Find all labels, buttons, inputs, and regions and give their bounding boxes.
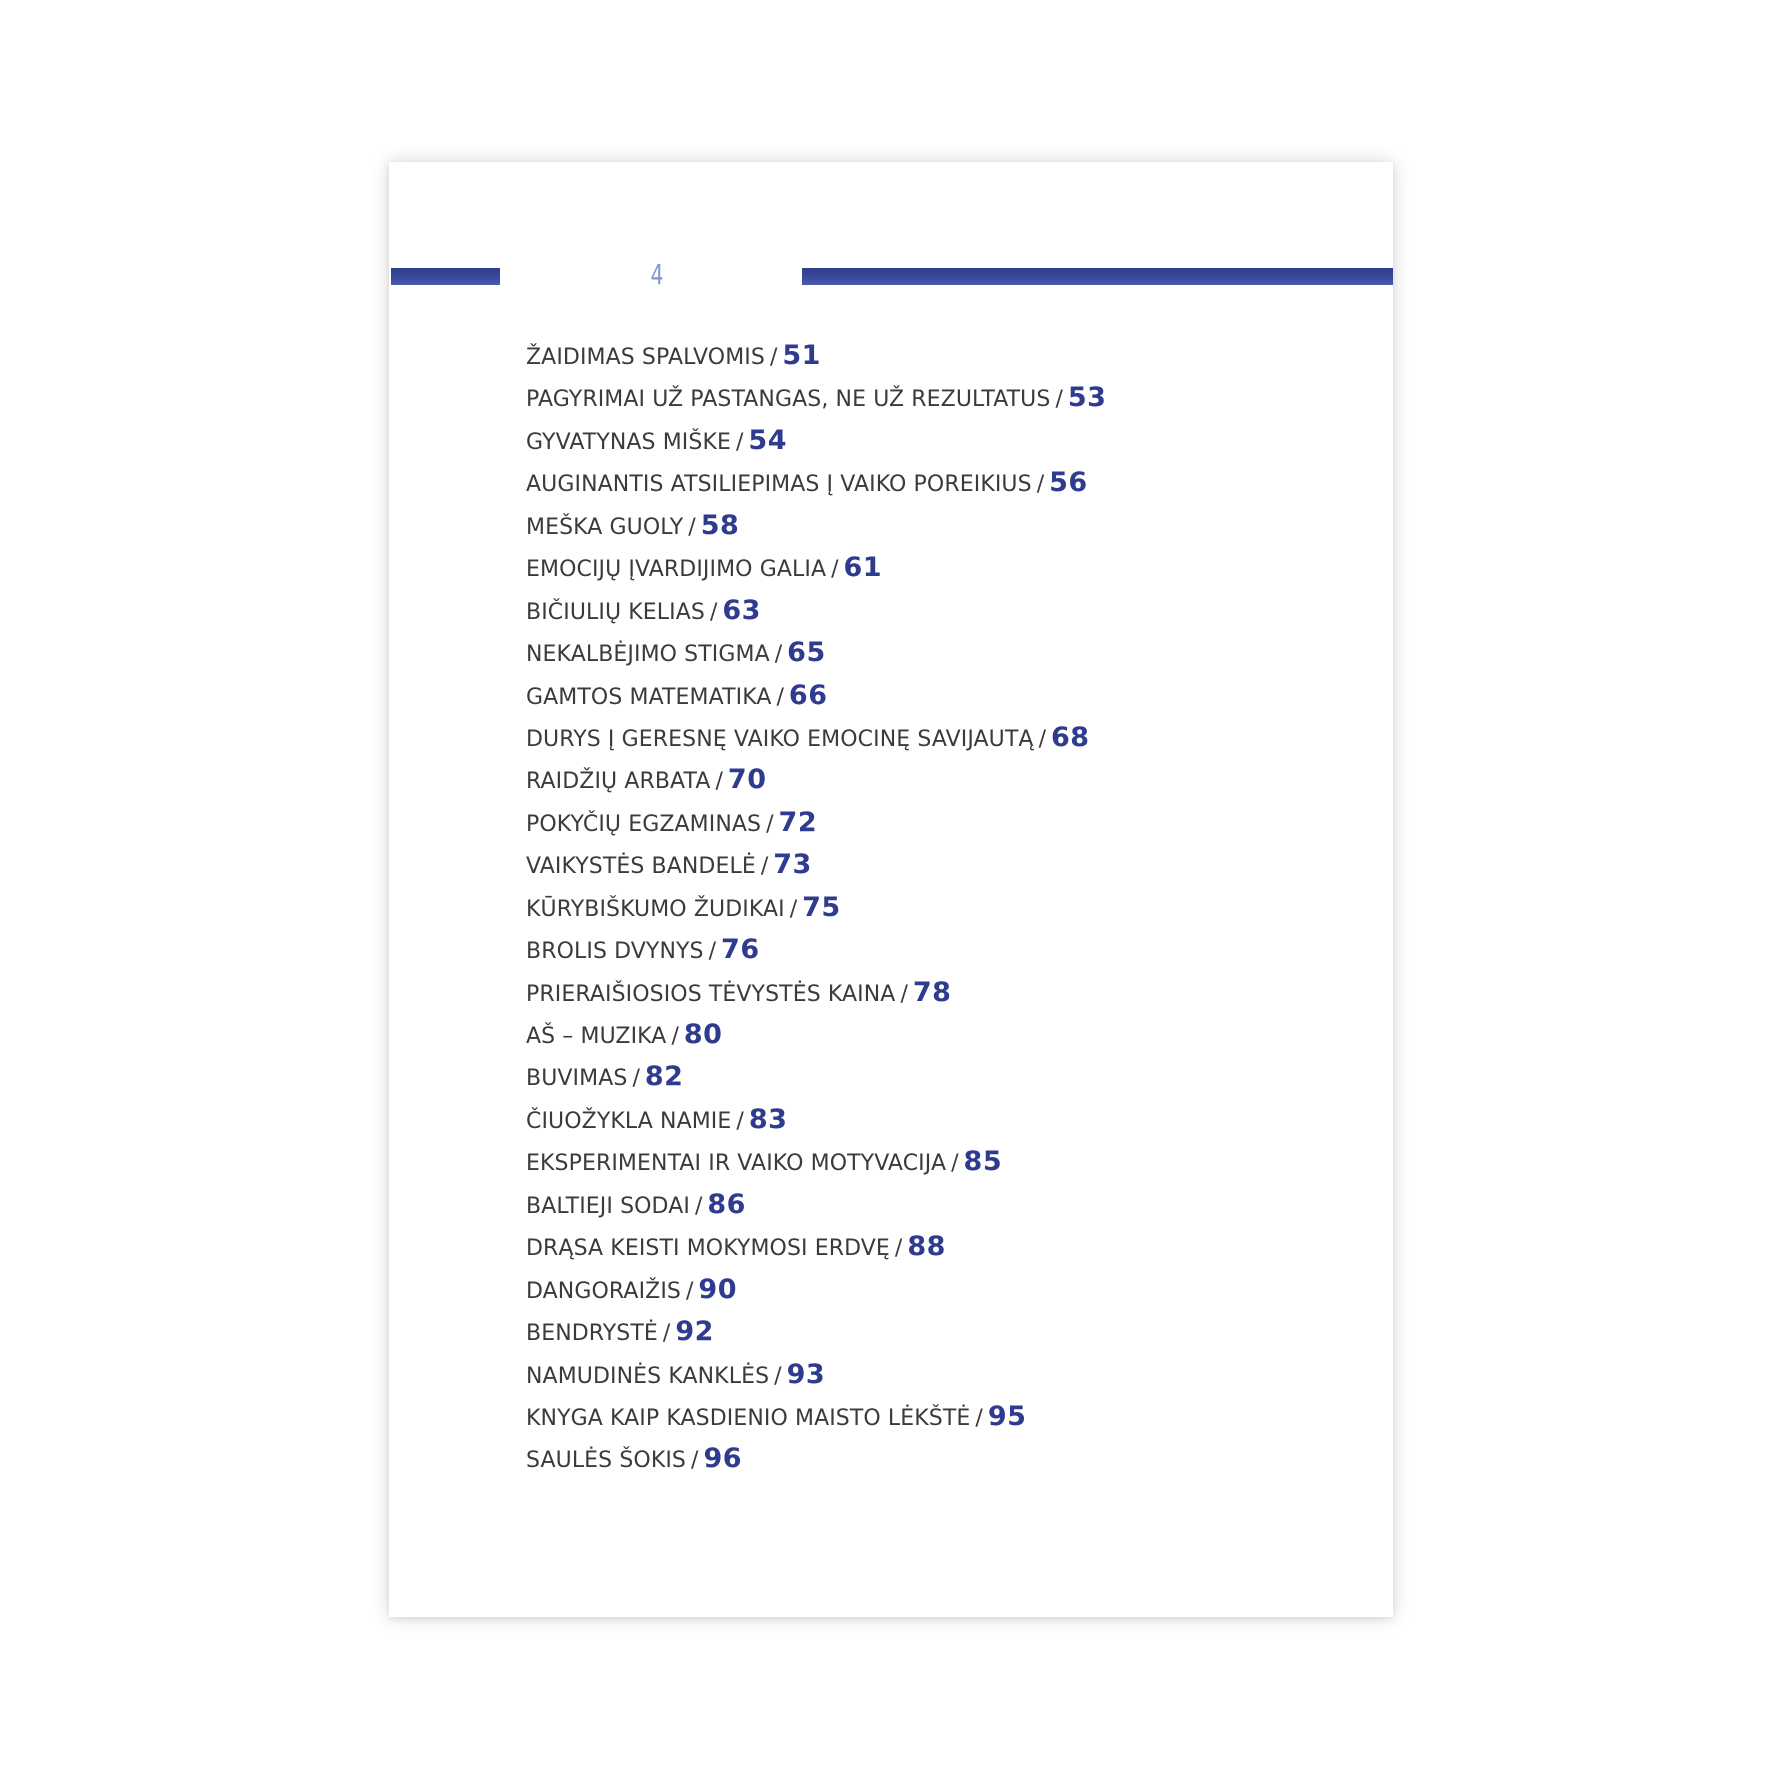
toc-entry [526,972,1106,1014]
toc-entry-page-number: 73 [773,849,812,881]
toc-entry [526,632,1106,674]
toc-entry [526,547,1106,589]
toc-entry [526,377,1106,419]
toc-entry-title: AŠ – MUZIKA [526,1024,667,1049]
toc-entry-page-number: 80 [683,1019,723,1050]
toc-entry-title: BUVIMAS [526,1066,628,1092]
toc-entry-page-number: 65 [787,637,826,669]
toc-entry-separator: / [1036,472,1045,498]
toc-entry [526,1396,1106,1438]
table-of-contents [526,335,1106,1481]
header-bar-right [802,268,1393,285]
toc-entry-title: GYVATYNAS MIŠKE [526,429,731,455]
toc-entry-separator: / [769,345,778,370]
toc-entry-title: AUGINANTIS ATSILIEPIMAS Į VAIKO POREIKIUS [526,472,1032,498]
toc-entry [526,1014,1106,1056]
toc-entry-title: BALTIEJI SODAI [526,1193,690,1219]
toc-entry [526,844,1106,886]
toc-entry-separator: / [1038,726,1046,752]
toc-entry-separator: / [975,1405,983,1431]
toc-entry-separator: / [715,769,723,795]
toc-entry-title: SAULĖS ŠOKIS [526,1448,687,1474]
toc-entry [526,929,1106,971]
toc-entry-title: RAIDŽIŲ ARBATA [526,769,711,795]
toc-entry-title: NEKALBĖJIMO STIGMA [526,642,770,668]
toc-entry-page-number: 66 [788,679,828,711]
toc-entry-separator: / [951,1151,959,1177]
toc-entry [526,1438,1106,1480]
toc-entry [526,1056,1106,1098]
toc-entry-separator: / [789,896,798,922]
toc-entry-separator: / [671,1024,679,1049]
toc-entry-separator: / [694,1193,703,1219]
toc-entry-separator: / [708,939,717,965]
toc-entry-page-number: 51 [782,340,821,371]
toc-entry-title: PAGYRIMAI UŽ PASTANGAS, NE UŽ REZULTATUS [526,387,1051,413]
toc-entry-page-number: 93 [786,1358,826,1390]
toc-entry-separator: / [1055,387,1063,413]
toc-entry-page-number: 61 [843,552,883,584]
toc-entry [526,1354,1106,1396]
toc-entry [526,420,1106,462]
toc-entry-page-number: 88 [907,1231,946,1263]
toc-entry [526,335,1106,377]
toc-entry-page-number: 85 [963,1146,1003,1178]
toc-entry [526,1099,1106,1141]
toc-entry-separator: / [776,684,784,710]
toc-entry [526,675,1106,717]
toc-entry-page-number: 70 [727,764,767,796]
toc-entry-page-number: 68 [1050,721,1090,753]
toc-entry-title: DRĄSA KEISTI MOKYMOSI ERDVĘ [526,1236,890,1262]
toc-entry [526,1311,1106,1353]
toc-entry-separator: / [766,811,774,837]
toc-entry-title: KNYGA KAIP KASDIENIO MAISTO LĖKŠTĖ [526,1405,971,1431]
toc-entry-page-number: 72 [778,806,818,838]
toc-entry-title: POKYČIŲ EGZAMINAS [526,811,762,837]
toc-entry-separator: / [691,1448,699,1474]
toc-entry-page-number: 53 [1067,382,1107,414]
toc-entry-title: BIČIULIŲ KELIAS [526,599,705,625]
toc-entry-title: EKSPERIMENTAI IR VAIKO MOTYVACIJA [526,1151,947,1177]
toc-entry-separator: / [831,557,839,583]
toc-entry [526,1141,1106,1183]
toc-entry-page-number: 82 [644,1061,684,1093]
toc-entry-title: ŽAIDIMAS SPALVOMIS [526,345,765,370]
toc-entry-separator: / [632,1066,640,1092]
toc-entry-title: DURYS Į GERESNĘ VAIKO EMOCINĘ SAVIJAUTĄ [526,726,1034,752]
toc-entry [526,802,1106,844]
toc-entry-separator: / [662,1321,671,1347]
toc-entry-page-number: 54 [748,424,787,456]
toc-entry-title: PRIERAIŠIOSIOS TĖVYSTĖS KAINA [526,981,896,1007]
toc-entry [526,1184,1106,1226]
toc-entry-page-number: 83 [748,1103,788,1135]
toc-entry-title: BENDRYSTĖ [526,1321,658,1347]
toc-entry-separator: / [894,1236,903,1262]
toc-entry-page-number: 86 [707,1188,746,1220]
page-number: 4 [650,258,664,291]
toc-entry-separator: / [709,599,718,625]
toc-entry-page-number: 95 [987,1400,1027,1432]
toc-entry-separator: / [760,854,769,880]
toc-entry-page-number: 76 [721,934,760,966]
toc-entry-separator: / [774,642,783,668]
toc-entry-title: KŪRYBIŠKUMO ŽUDIKAI [526,896,785,922]
toc-entry-page-number: 96 [703,1443,743,1475]
toc-entry-page-number: 78 [912,976,952,1008]
header-bar-left [391,268,500,285]
toc-entry-page-number: 58 [700,509,740,541]
toc-entry [526,1269,1106,1311]
toc-entry [526,717,1106,759]
toc-entry-title: GAMTOS MATEMATIKA [526,684,772,710]
toc-entry [526,1226,1106,1268]
toc-entry-page-number: 75 [802,891,841,923]
toc-entry-separator: / [900,981,908,1007]
toc-entry-separator: / [685,1278,694,1304]
toc-entry-page-number: 92 [675,1316,714,1348]
toc-entry-separator: / [735,429,744,455]
toc-entry-title: DANGORAIŽIS [526,1278,681,1304]
document-page [389,162,1393,1617]
toc-entry [526,505,1106,547]
toc-entry [526,759,1106,801]
toc-entry-separator: / [736,1108,744,1134]
toc-entry-separator: / [774,1363,782,1389]
toc-entry-title: EMOCIJŲ ĮVARDIJIMO GALIA [526,557,827,583]
toc-entry-title: VAIKYSTĖS BANDELĖ [526,854,756,880]
toc-entry-title: NAMUDINĖS KANKLĖS [526,1363,770,1389]
toc-entry-separator: / [688,514,696,540]
toc-entry [526,887,1106,929]
toc-entry-page-number: 90 [698,1273,737,1305]
toc-entry [526,590,1106,632]
toc-entry-title: MEŠKA GUOLY [526,514,684,540]
toc-entry-title: BROLIS DVYNYS [526,939,704,965]
toc-entry-page-number: 63 [722,594,761,626]
toc-entry-title: ČIUOŽYKLA NAMIE [526,1108,732,1134]
toc-entry-page-number: 56 [1049,467,1088,499]
toc-entry [526,462,1106,504]
